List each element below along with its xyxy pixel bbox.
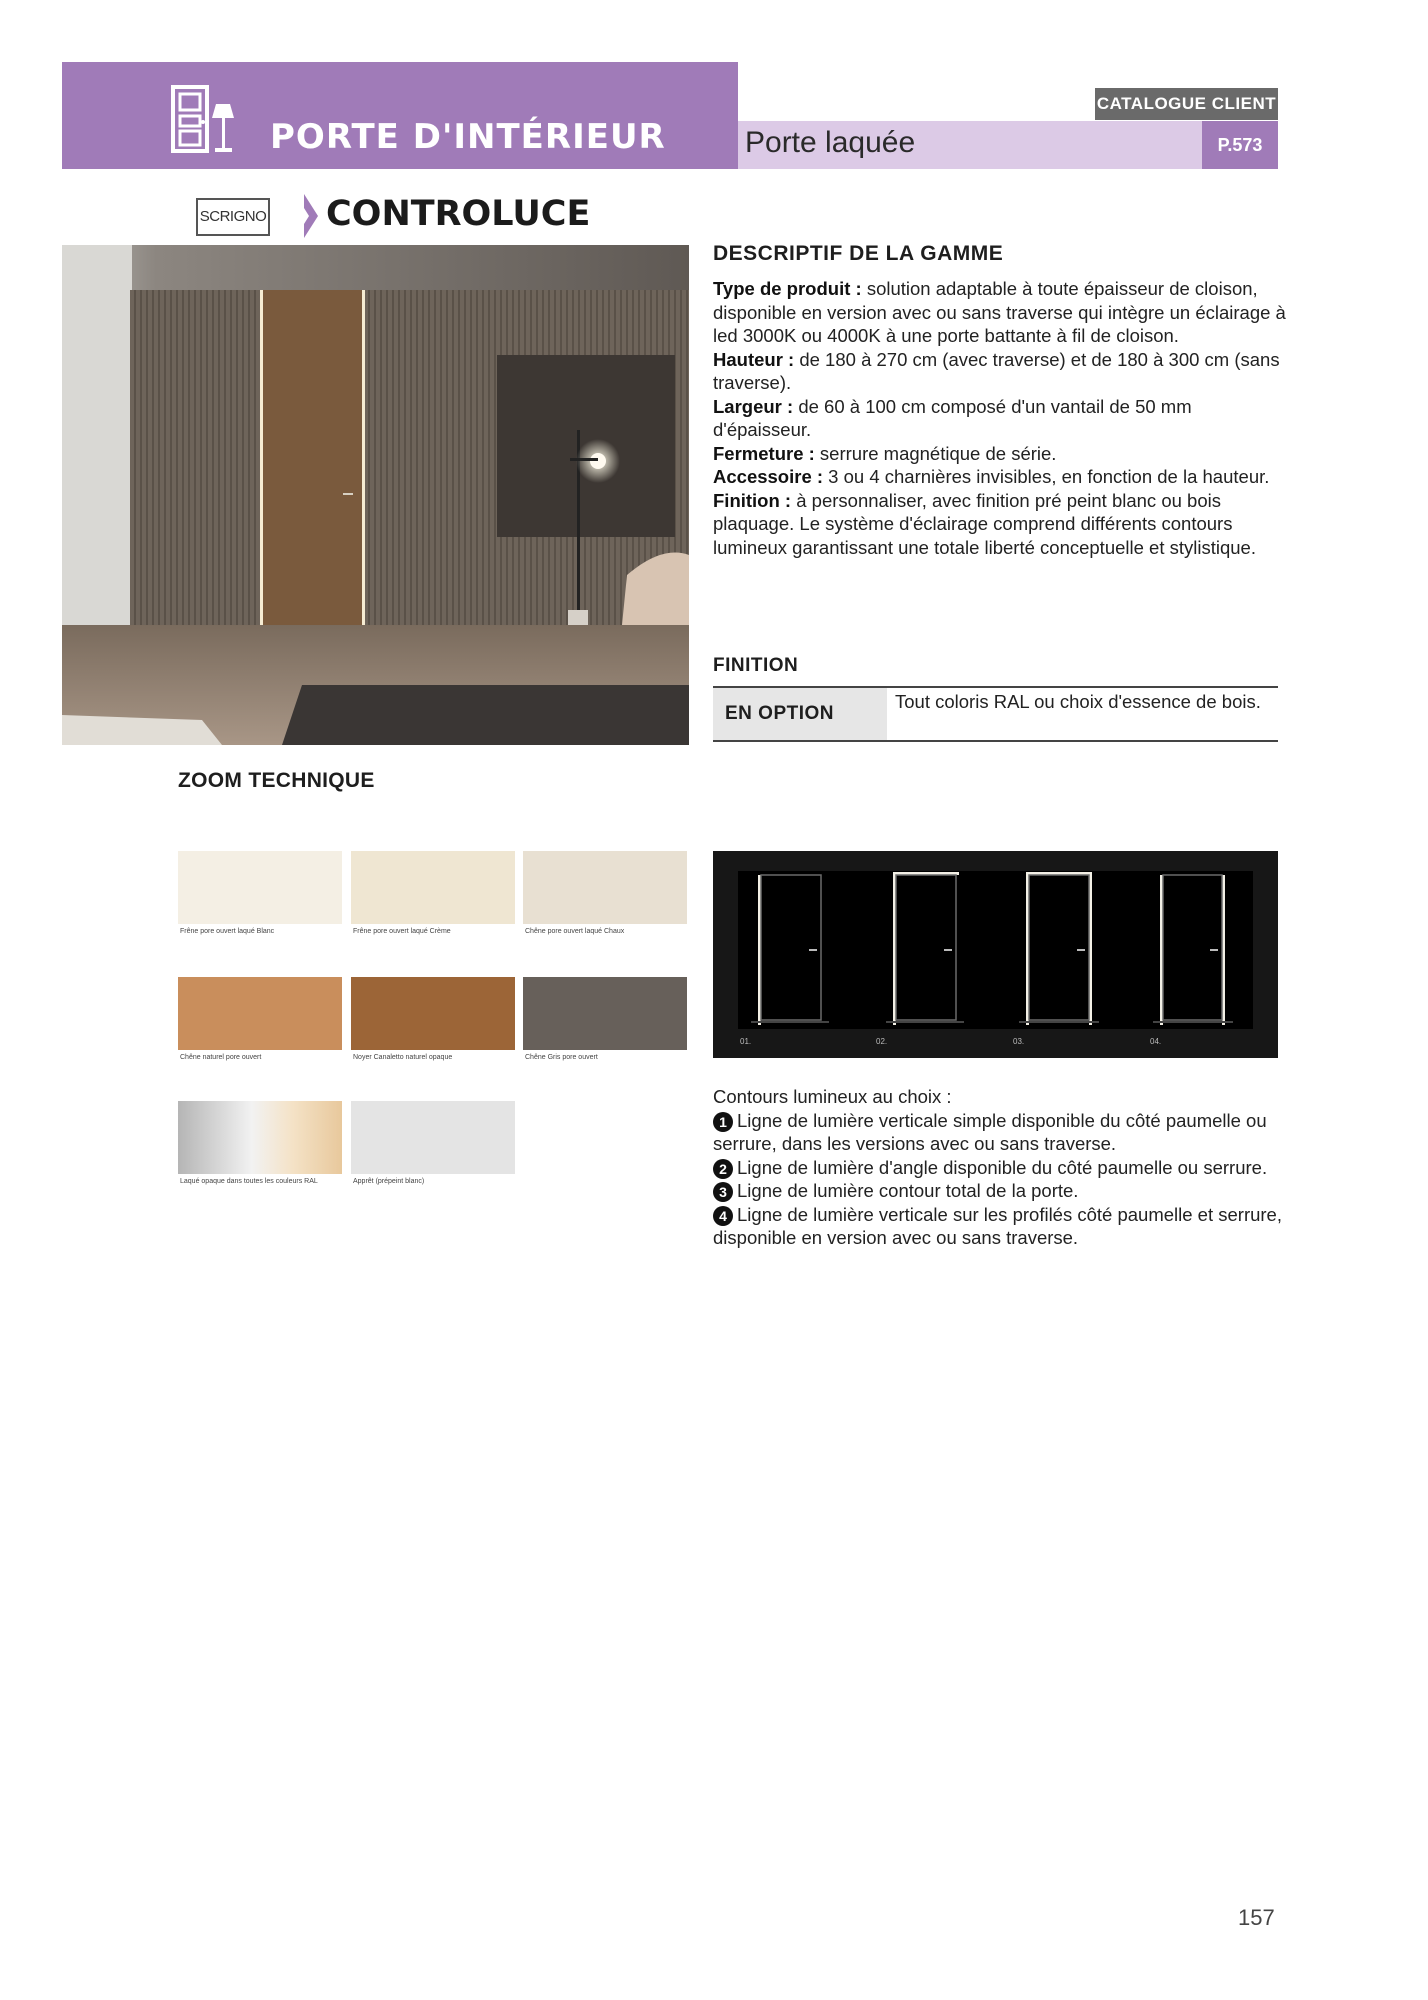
diagram-label: 02.	[876, 1037, 888, 1046]
desc-label: Type de produit :	[713, 278, 862, 299]
light-contour-diagram	[713, 851, 1278, 1058]
contour-item	[713, 1203, 1293, 1250]
page-number: 157	[1238, 1905, 1275, 1930]
number-3-icon: 3	[713, 1182, 733, 1202]
diagram-label: 04.	[1150, 1037, 1162, 1046]
swatch-caption: Laqué opaque dans toutes les couleurs RAL	[180, 1178, 318, 1185]
zoom-heading: ZOOM TECHNIQUE	[178, 769, 375, 792]
swatch-caption: Frêne pore ouvert laqué Crème	[353, 928, 451, 935]
desc-text: à personnaliser, avec finition pré peint blanc ou bois plaquage. Le système d'éclairage comprend différents contours lumineux garantissant une totale liberté conceptuelle et stylistique.	[713, 489, 1256, 558]
desc-item-width	[713, 395, 1288, 442]
contour-item	[713, 1156, 1293, 1180]
swatch-caption: Chêne Gris pore ouvert	[525, 1054, 598, 1061]
contour-text: Ligne de lumière d'angle disponible du côté paumelle ou serrure.	[737, 1156, 1268, 1178]
contour-text: Ligne de lumière verticale simple disponible du côté paumelle ou serrure, dans les versions avec ou sans traverse.	[713, 1109, 1267, 1154]
description-heading: DESCRIPTIF DE LA GAMME	[713, 242, 1004, 265]
swatch-caption: Frêne pore ouvert laqué Blanc	[180, 928, 275, 935]
contour-item	[713, 1179, 1293, 1203]
product-photo	[62, 245, 689, 745]
swatch-chene-chaux	[523, 851, 687, 924]
desc-label: Largeur :	[713, 395, 794, 417]
number-1-icon: 1	[713, 1112, 733, 1132]
swatch-laque-ral	[178, 1101, 342, 1174]
option-table	[713, 686, 1278, 742]
swatch-frene-blanc	[178, 851, 342, 924]
contour-text: Ligne de lumière verticale sur les profilés côté paumelle et serrure, disponible en version avec ou sans traverse.	[713, 1203, 1282, 1248]
desc-text: de 60 à 100 cm composé d'un vantail de 50 mm d'épaisseur.	[713, 395, 1192, 440]
contours-list	[713, 1085, 1293, 1250]
swatch-caption: Apprêt (prépeint blanc)	[353, 1178, 425, 1185]
chevron-right-icon	[303, 194, 319, 238]
swatch-noyer-canaletto	[351, 977, 515, 1050]
swatch-appret	[351, 1101, 515, 1174]
category-title: PORTE D'INTÉRIEUR	[270, 117, 666, 157]
option-label: EN OPTION	[713, 688, 887, 740]
option-value: Tout coloris RAL ou choix d'essence de bois.	[895, 691, 1261, 712]
contour-item	[713, 1109, 1293, 1156]
desc-text: solution adaptable à toute épaisseur de cloison, disponible en version avec ou sans traverse qui intègre un éclairage à led 3000K ou 4000K à une porte battante à fil de cloison.	[713, 278, 1286, 346]
number-4-icon: 4	[713, 1206, 733, 1226]
swatch-caption: Noyer Canaletto naturel opaque	[353, 1054, 453, 1061]
swatch-chene-gris	[523, 977, 687, 1050]
swatch-caption: Chêne pore ouvert laqué Chaux	[525, 928, 625, 935]
page-subtitle: Porte laquée	[745, 126, 916, 159]
desc-item-type	[713, 277, 1288, 348]
product-name: CONTROLUCE	[326, 194, 591, 234]
desc-item-finish	[713, 489, 1288, 560]
desc-text: 3 ou 4 charnières invisibles, en fonction de la hauteur.	[823, 466, 1270, 487]
finition-heading: FINITION	[713, 655, 799, 676]
swatch-frene-creme	[351, 851, 515, 924]
desc-label: Accessoire :	[713, 466, 824, 487]
desc-label: Finition :	[713, 489, 792, 511]
desc-item-lock	[713, 442, 1288, 466]
page-reference: P.573	[1202, 121, 1278, 169]
desc-item-height	[713, 348, 1288, 395]
contour-text: Ligne de lumière contour total de la porte.	[737, 1180, 1079, 1201]
brand-logo: SCRIGNO	[196, 198, 270, 236]
catalogue-badge: CATALOGUE CLIENT	[1095, 88, 1278, 120]
door-lamp-icon	[170, 84, 240, 156]
desc-item-accessory	[713, 465, 1288, 489]
desc-text: serrure magnétique de série.	[814, 442, 1057, 464]
diagram-label: 01.	[740, 1037, 752, 1046]
desc-label: Fermeture :	[713, 442, 815, 464]
contours-intro: Contours lumineux au choix :	[713, 1086, 952, 1107]
diagram-label: 03.	[1013, 1037, 1025, 1046]
desc-text: de 180 à 270 cm (avec traverse) et de 180 à 300 cm (sans traverse).	[713, 348, 1280, 393]
swatch-chene-naturel	[178, 977, 342, 1050]
number-2-icon: 2	[713, 1159, 733, 1179]
description-body	[713, 277, 1288, 559]
desc-label: Hauteur :	[713, 348, 795, 370]
swatch-caption: Chêne naturel pore ouvert	[180, 1054, 262, 1061]
